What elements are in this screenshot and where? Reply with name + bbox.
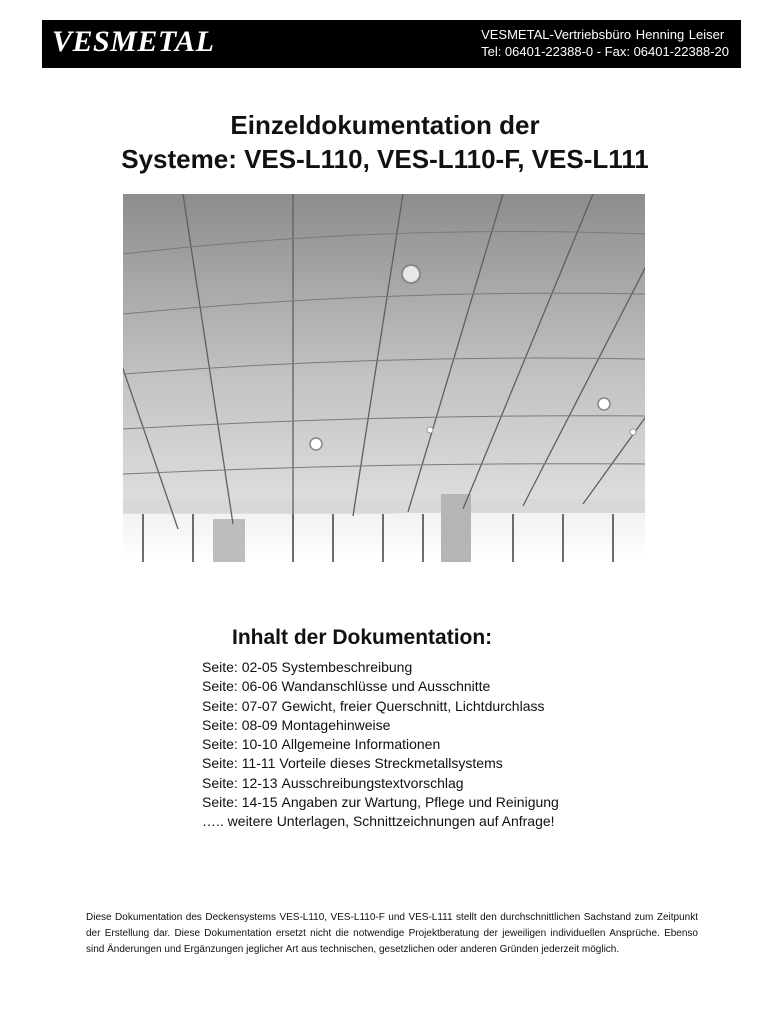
document-title: [0, 108, 770, 176]
toc-footer-line: ….. weitere Unterlagen, Schnittzeichnungen auf Anfrage!: [202, 813, 555, 830]
toc-item-pages: Seite: 11-11: [202, 755, 276, 772]
title-line-1: Einzeldokumentation der: [230, 110, 540, 140]
contact-info: [481, 26, 729, 60]
toc-item-text: Wandanschlüsse und Ausschnitte: [281, 678, 491, 695]
toc-item-pages: Seite: 07-07: [202, 697, 278, 714]
toc-item: [202, 716, 672, 735]
toc-item-pages: Seite: 02-05: [202, 659, 278, 675]
table-of-contents: [202, 626, 672, 832]
toc-item-pages: Seite: 08-09: [202, 716, 278, 733]
toc-item-pages: Seite: 14-15: [202, 794, 278, 811]
contact-phone-fax: Tel: 06401-22388-0 - Fax: 06401-22388-20: [481, 44, 729, 59]
ceiling-photo: [123, 194, 645, 562]
toc-item: [202, 697, 672, 716]
toc-item-text: Vorteile dieses Streckmetallsystems: [279, 755, 503, 772]
toc-item: [202, 754, 672, 773]
toc-item-text: Montagehinweise: [281, 716, 391, 733]
toc-item-text: Allgemeine Informationen: [281, 736, 441, 753]
toc-item-pages: Seite: 10-10: [202, 736, 278, 753]
toc-item: [202, 735, 672, 754]
toc-item-text: Angaben zur Wartung, Pflege und Reinigung: [281, 794, 559, 811]
toc-item: [202, 793, 672, 812]
title-line-2: Systeme: VES-L110, VES-L110-F, VES-L111: [121, 144, 649, 174]
toc-heading: Inhalt der Dokumentation:: [232, 626, 493, 649]
toc-item: [202, 677, 672, 696]
toc-item-text: Systembeschreibung: [281, 659, 413, 675]
toc-item-text: Gewicht, freier Querschnitt, Lichtdurchlass: [281, 697, 545, 714]
ceiling-illustration: [123, 194, 645, 562]
toc-item-text: Ausschreibungstextvorschlag: [281, 774, 464, 791]
header-bar: [42, 20, 741, 68]
toc-item: [202, 774, 672, 793]
toc-item-pages: Seite: 06-06: [202, 678, 278, 695]
disclaimer-text: Diese Dokumentation des Deckensystems VES-L110, VES-L110-F und VES-L111 stellt den durchschnittlichen Sachstand zum Zeitpunkt der Erstellung dar. Diese Dokumentation ersetzt nicht die notwendige Projektberatung der jeweiligen individuellen Ansprüche. Ebenso sind Änderungen und Ergänzungen jeglicher Art aus technischen, gesetzlichen oder anderen Gründen jederzeit möglich.: [86, 912, 698, 955]
toc-item: [202, 658, 672, 677]
contact-office: VESMETAL-Vertriebsbüro Henning Leiser: [481, 27, 725, 42]
toc-item-pages: Seite: 12-13: [202, 774, 278, 791]
company-logo: VESMETAL: [52, 25, 215, 58]
